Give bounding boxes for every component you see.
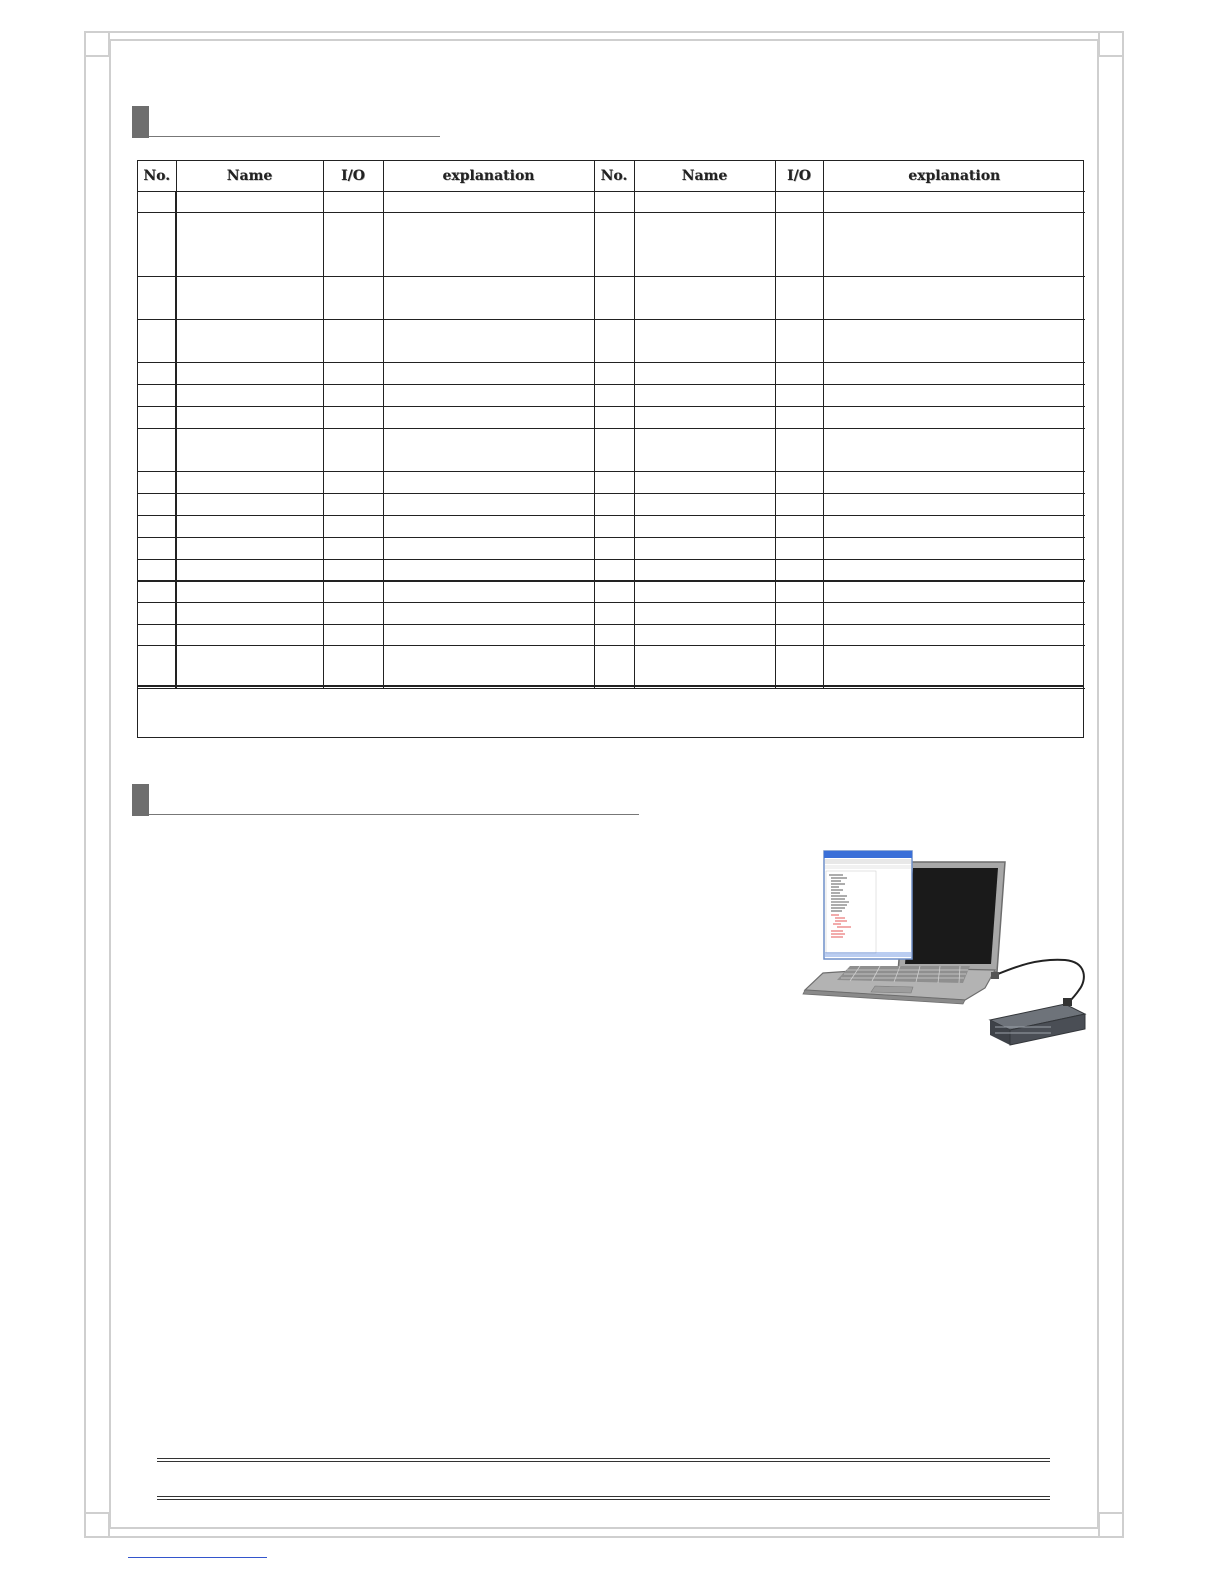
- bottom-link-underline: [128, 1557, 267, 1558]
- header-no-2: No.: [594, 161, 634, 192]
- table-row: [138, 385, 1085, 407]
- software-window-icon: [824, 851, 912, 959]
- table-row: [138, 581, 1085, 603]
- header-no: No.: [138, 161, 176, 192]
- table-row: [138, 472, 1085, 494]
- table-row: [138, 192, 1085, 213]
- header-name: Name: [176, 161, 323, 192]
- frame-corner-bottom-right: [1098, 1512, 1124, 1538]
- table-row: [138, 429, 1085, 472]
- pin-table-header-row: [138, 161, 1085, 192]
- pin-table-grid: [138, 161, 1085, 689]
- table-row: [138, 277, 1085, 320]
- header-explanation: explanation: [383, 161, 594, 192]
- table-row: [138, 407, 1085, 429]
- table-row: [138, 646, 1085, 689]
- section-2-marker: [132, 784, 149, 816]
- table-row: [138, 320, 1085, 363]
- header-io-2: I/O: [775, 161, 823, 192]
- pin-table-note-row: [138, 685, 1083, 737]
- frame-corner-top-right: [1098, 31, 1124, 57]
- section-1-rule: [149, 136, 440, 137]
- section-2-rule: [149, 814, 639, 815]
- table-row: [138, 538, 1085, 560]
- table-row: [138, 363, 1085, 385]
- section-1-marker: [132, 106, 149, 138]
- table-row: [138, 625, 1085, 646]
- table-row: [138, 494, 1085, 516]
- footer-rule-bottom: [157, 1496, 1050, 1500]
- header-explanation-2: explanation: [823, 161, 1085, 192]
- header-io: I/O: [323, 161, 383, 192]
- frame-corner-top-left: [84, 31, 110, 57]
- laptop-connection-illustration: [795, 848, 1095, 1048]
- header-name-2: Name: [634, 161, 775, 192]
- table-row: [138, 516, 1085, 538]
- table-row: [138, 560, 1085, 581]
- dvr-device-icon: [990, 998, 1085, 1045]
- pin-table: [137, 160, 1084, 738]
- table-row: [138, 603, 1085, 625]
- footer-rule-top: [157, 1458, 1050, 1462]
- frame-corner-bottom-left: [84, 1512, 110, 1538]
- table-row: [138, 213, 1085, 277]
